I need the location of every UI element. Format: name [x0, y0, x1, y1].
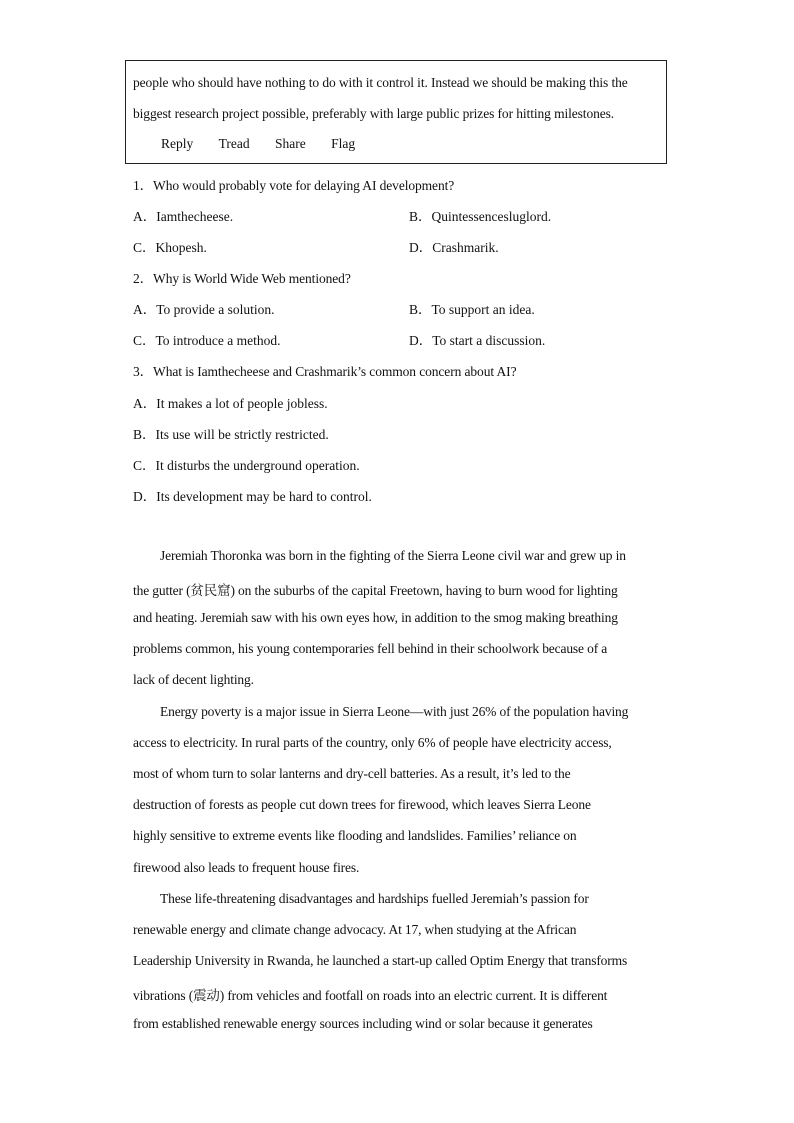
comment-line: biggest research project possible, preferably with large public prizes for hitting milestones. — [133, 106, 615, 121]
question-3-stem: 3．What is Iamthecheese and Crashmarik’s common concern about AI? — [133, 364, 517, 379]
passage-line: from established renewable energy sources including wind or solar because it generates — [133, 1016, 593, 1031]
question-3-option-a: A．It makes a lot of people jobless. — [133, 396, 328, 411]
question-1-option-d: D．Crashmarik. — [409, 240, 499, 255]
passage-line: firewood also leads to frequent house fires. — [133, 860, 360, 875]
passage-line: vibrations (震动) from vehicles and footfall on roads into an electric current. It is different — [133, 988, 608, 1003]
passage-line: lack of decent lighting. — [133, 672, 254, 687]
question-2-option-c: C．To introduce a method. — [133, 333, 281, 348]
flag-link[interactable]: Flag — [331, 136, 356, 151]
passage-line: and heating. Jeremiah saw with his own eyes how, in addition to the smog making breathing — [133, 610, 618, 625]
passage-line: problems common, his young contemporaries fell behind in their schoolwork because of a — [133, 641, 608, 656]
passage-line: access to electricity. In rural parts of the country, only 6% of people have electricity access, — [133, 735, 612, 750]
question-2-option-d: D．To start a discussion. — [409, 333, 546, 348]
question-2-option-a: A．To provide a solution. — [133, 302, 275, 317]
question-3-option-c: C．It disturbs the underground operation. — [133, 458, 360, 473]
question-3-option-d: D．Its development may be hard to control. — [133, 489, 372, 504]
passage-line: These life-threatening disadvantages and hardships fuelled Jeremiah’s passion for — [160, 891, 589, 906]
share-link[interactable]: Share — [275, 136, 306, 151]
question-1-option-a: A．Iamthecheese. — [133, 209, 234, 224]
passage-line: Jeremiah Thoronka was born in the fighting of the Sierra Leone civil war and grew up in — [160, 548, 626, 563]
question-2-stem: 2．Why is World Wide Web mentioned? — [133, 271, 351, 286]
question-3-option-b: B．Its use will be strictly restricted. — [133, 427, 329, 442]
reply-link[interactable]: Reply — [161, 136, 194, 151]
comment-actions — [161, 136, 377, 152]
passage-line: most of whom turn to solar lanterns and dry-cell batteries. As a result, it’s led to the — [133, 766, 571, 781]
passage-line: highly sensitive to extreme events like flooding and landslides. Families’ reliance on — [133, 828, 577, 843]
passage-line: Leadership University in Rwanda, he launched a start-up called Optim Energy that transforms — [133, 953, 628, 968]
passage-line: renewable energy and climate change advocacy. At 17, when studying at the African — [133, 922, 577, 937]
passage-line: destruction of forests as people cut down trees for firewood, which leaves Sierra Leone — [133, 797, 591, 812]
passage-line: the gutter (贫民窟) on the suburbs of the capital Freetown, having to burn wood for lighting — [133, 583, 618, 598]
comment-line: people who should have nothing to do with it control it. Instead we should be making this the — [133, 75, 628, 90]
comment-box — [125, 60, 667, 164]
tread-link[interactable]: Tread — [218, 136, 250, 151]
passage-line: Energy poverty is a major issue in Sierra Leone—with just 26% of the population having — [160, 704, 629, 719]
question-1-stem: 1．Who would probably vote for delaying AI development? — [133, 178, 455, 193]
question-1-option-b: B．Quintessencesluglord. — [409, 209, 552, 224]
question-2-option-b: B．To support an idea. — [409, 302, 535, 317]
question-1-option-c: C．Khopesh. — [133, 240, 207, 255]
